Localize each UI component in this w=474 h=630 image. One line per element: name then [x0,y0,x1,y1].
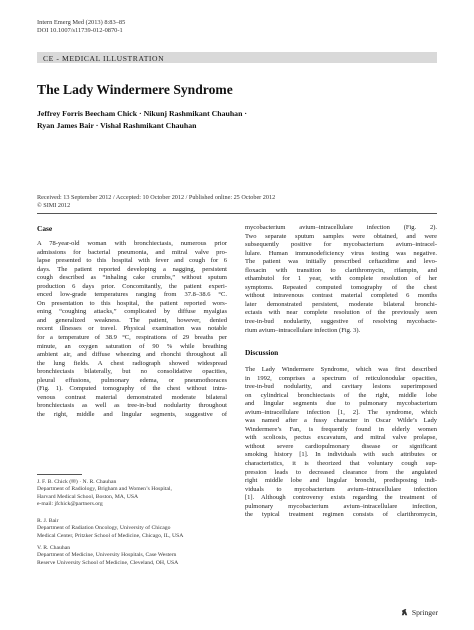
text-line: Windermere’s Fan, is frequently found in elderly women [245,425,437,433]
footnote-affiliation-3 [37,545,227,567]
text-line: rium avium–intracellulare infection (Fig. 3). [245,326,361,334]
text-line: enced low-grade temperatures ranging from 37.8–38.6 °C. [37,291,227,299]
text-line: was named after a fussy character in Oscar Wilde’s Lady [245,417,437,425]
footnote-line: V. R. Chauhan [37,545,71,551]
text-line: without severe cardiopulmonary disease or significant [245,442,437,450]
text-line: smoking history [1]. In individuals with such attributes or [245,451,437,459]
text-line: viduals to mycobacterium avium–intracellulare infection [245,485,437,493]
text-line: ambient air, and diffuse wheezing and rhonchi throughout all [37,351,227,359]
footnote-affiliation-2 [37,518,227,540]
footnote-line: Department of Radiology, Brigham and Women’s Hospital, [37,486,172,493]
text-line: pression leads to decreased clearance from the angulated [245,468,437,476]
footnote-divider [37,474,82,475]
text-line: and generalized weakness. The patient, however, denied [37,316,227,324]
text-line: later demonstrated persistent, moderate bilateral bronchi- [245,300,437,308]
text-line: subsequently positive for mycobacterium avium–intracel- [245,241,437,249]
header-divider [37,213,437,214]
article-dates [37,194,275,210]
section-label: CE - MEDICAL ILLUSTRATION [43,53,165,63]
copyright-line: © SIMI 2012 [37,202,71,210]
text-line: pleural effusions, pulmonary edema, or pneumothoraces [37,376,227,384]
text-line: mycobacterium avium–intracellulare infection (Fig. 2). [245,224,437,231]
author-line: Ryan James Bair · Vishal Rashmikant Chauhan [37,120,197,130]
publisher-mark [400,608,438,617]
text-line: the lung fields. A chest radiograph showed widespread [37,359,227,367]
author-list [37,108,247,131]
footnote-line: Department of Medicine, University Hospitals, Case Western [37,552,177,559]
footnote-line: J. F. B. Chick (✉) · N. R. Chauhan [37,479,117,485]
text-line: characteristics, it is theorized that voluntary cough sup- [245,460,437,468]
discussion-body [245,366,437,520]
text-line: right middle lobe and lingular bronchi, predisposing indi- [245,477,437,485]
text-line: minute, an oxygen saturation of 90 % while breathing [37,342,227,350]
dates-line: Received: 13 September 2012 / Accepted: 10 October 2012 / Published online: 25 October 2012 [37,194,276,201]
case-continuation-body [245,224,437,335]
text-line: avium–intracellulare infection [1, 2]. The syndrome, which [245,408,437,416]
text-line: lapse presented to this hospital with fever and cough for 6 [37,257,227,265]
text-line: The patient was initially prescribed ceftazidime and levo- [245,258,437,266]
footnote-line: Medical Center, Pritzker School of Medicine, Chicago, IL, USA [37,532,184,539]
case-body [37,240,227,419]
article-title: The Lady Windermere Syndrome [37,82,233,97]
footnote-line: Department of Radiation Oncology, University of Chicago [37,525,171,532]
text-line: ening “coughing attacks,” complicated by diffuse myalgias [37,308,227,316]
footnote-affiliation-1 [37,479,227,509]
text-line: and lingular segments due to pulmonary mycobacterium [245,400,437,408]
text-line: cough described as “inhaling cake crumbs,” without sputum [37,274,227,282]
footnote-line: R. J. Bair [37,518,59,524]
text-line: production 6 days prior. Concomitantly, the patient experi- [37,282,227,290]
footnote-line: Reserve University School of Medicine, Cleveland, OH, USA [37,559,179,566]
text-line: pulmonary mycobacterium avium–intracellulare infection, [245,502,437,510]
text-line: ethambutol for 1 year, with complete resolution of her [245,275,437,283]
text-line: symptoms. Repeated computed tomography of the chest [245,283,437,291]
doi: DOI 10.1007/s11739-012-0870-1 [37,27,123,35]
text-line: bronchiectasis as well as tree-in-bud nodularity throughout [37,402,227,410]
text-line: (Fig. 1). Computed tomography of the chest without intra- [37,385,227,393]
text-line: On presentation to this hospital, the patient reported wors- [37,299,227,307]
text-line: the typical treatment regimen consists of clarithromycin, [245,511,437,519]
text-line: A 78-year-old woman with bronchiectasis, numerous prior [37,240,227,247]
text-line: tree-in-bud nodularity, suggestive of resolving mycobacte- [245,318,437,326]
text-line: ectasis with near complete resolution of the previously seen [245,309,437,317]
text-line: [1]. Although controversy exists regarding the treatment of [245,494,437,502]
author-line: Jeffrey Forris Beecham Chick · Nikunj Rashmikant Chauhan · [37,109,247,118]
text-line: on cylindrical bronchiectasis of the right, middle lobe [245,391,437,399]
text-line: The Lady Windermere Syndrome, which was first described [245,366,437,373]
text-line: admissions for bacterial pneumonia, and mitral valve pro- [37,248,227,256]
text-line: for a temperature of 38.9 °C, respirations of 29 breaths per [37,334,227,342]
text-line: recent illnesses or travel. Physical examination was notable [37,325,227,333]
text-line: bronchiectasis bilaterally, but no consolidative opacities, [37,368,227,376]
footnote-line: Harvard Medical School, Boston, MA, USA [37,493,139,500]
text-line: lulare. Human immunodeficiency virus testing was negative. [245,249,437,257]
discussion-heading: Discussion [245,348,279,357]
text-line: in 1992, comprises a spectrum of reticulonodular opacities, [245,374,437,382]
text-line: with scoliosis, pectus excavatum, and mitral valve prolapse, [245,434,437,442]
text-line: days. The patient reported developing a nagging, persistent [37,265,227,273]
text-line: venous contrast material demonstrated moderate bilateral [37,393,227,401]
journal-citation: Intern Emerg Med (2013) 8:83–85 [37,19,126,26]
case-heading: Case [37,224,53,233]
text-line: Two separate sputum samples were obtained, and were [245,232,437,240]
footnote-line[interactable]: e-mail: jfchick@partners.org [37,501,103,508]
springer-horse-icon [400,608,409,617]
text-line: floxacin with transition to clarithromycin, rifampin, and [245,266,437,274]
text-line: without intravenous contrast material completed 6 months [245,292,437,300]
publisher-name: Springer [411,608,438,617]
text-line: tree-in-bud nodularity, and cavitary lesions superimposed [245,383,437,391]
journal-citation-block [37,19,125,35]
text-line: the right, middle and lingular segments, suggestive of [37,410,227,418]
